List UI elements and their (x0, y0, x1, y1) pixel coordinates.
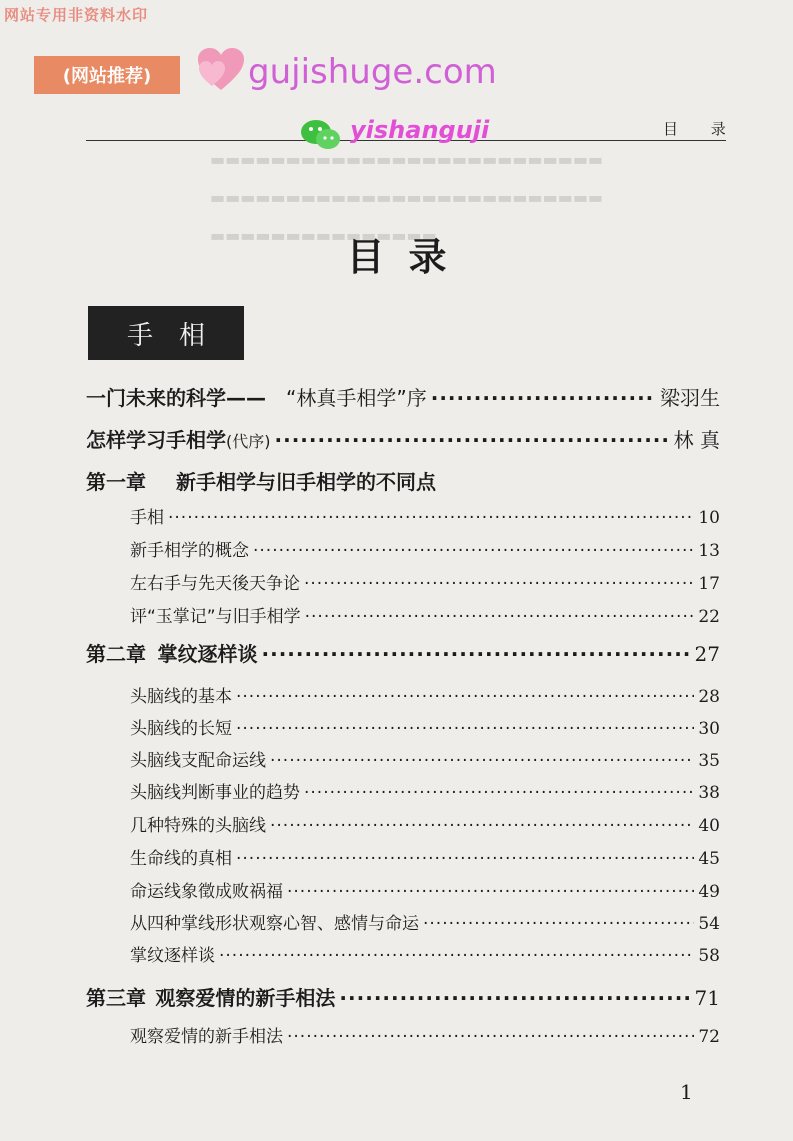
dot-leader (339, 986, 690, 1010)
dot-leader (236, 687, 694, 707)
toc-entry[interactable] (130, 1022, 720, 1047)
dot-leader (275, 428, 670, 452)
dot-leader (304, 783, 694, 803)
dot-leader (270, 816, 694, 836)
bleed-through: ▬▬▬▬▬▬▬▬▬▬▬▬▬▬▬ (210, 226, 437, 245)
wechat-id: yishanguji (350, 116, 490, 144)
toc-entry[interactable] (130, 941, 720, 966)
toc-label: 手相 (130, 508, 164, 528)
toc-label: 左右手与先天後天争论 (130, 574, 300, 594)
dot-leader (423, 914, 694, 934)
toc-entry[interactable] (130, 602, 720, 627)
chapter-number: 第一章 (86, 470, 146, 494)
dot-leader (287, 882, 694, 902)
dot-leader (305, 607, 695, 627)
toc-label: 新手相学的概念 (130, 541, 249, 561)
toc-page: 10 (698, 508, 720, 528)
toc-entry[interactable] (130, 844, 720, 869)
page-title: 目录 (346, 234, 471, 279)
toc-label: 怎样学习手相学 (86, 428, 226, 452)
toc-page: 49 (698, 882, 720, 902)
toc-page: 22 (698, 607, 720, 627)
dot-leader (270, 751, 694, 771)
dot-leader (287, 1027, 694, 1047)
toc-label: 头脑线的长短 (130, 719, 232, 739)
toc-label: 生命线的真相 (130, 849, 232, 869)
toc-label: 一门未来的科学—— (86, 386, 266, 410)
dot-leader (304, 574, 694, 594)
toc-label: 命运线象徵成败祸福 (130, 882, 283, 902)
dot-leader (236, 719, 694, 739)
chapter-title: 观察爱情的新手相法 (155, 986, 336, 1010)
toc-label: 几种特殊的头脑线 (130, 816, 266, 836)
toc-page: 71 (694, 986, 720, 1010)
toc-page: 72 (698, 1027, 720, 1047)
toc-author: 林 真 (673, 428, 720, 452)
toc-page: 58 (698, 946, 720, 966)
wechat-icon (300, 118, 342, 152)
toc-page: 40 (698, 816, 720, 836)
heart-icon (196, 46, 246, 92)
chapter-title: 掌纹逐样谈 (157, 642, 258, 666)
site-url: gujishuge.com (248, 52, 497, 92)
dot-leader (236, 849, 694, 869)
toc-entry[interactable] (130, 909, 720, 934)
page-number: 1 (680, 1080, 693, 1104)
toc-page: 30 (698, 719, 720, 739)
toc-chapter[interactable] (86, 638, 720, 667)
toc-entry[interactable] (86, 382, 720, 411)
toc-page: 27 (694, 642, 720, 666)
toc-entry[interactable] (130, 877, 720, 902)
toc-label: 头脑线支配命运线 (130, 751, 266, 771)
toc-page: 38 (698, 783, 720, 803)
toc-label: 从四种掌线形状观察心智、感情与命运 (130, 914, 419, 934)
section-heading: 手相 (88, 306, 244, 360)
toc-label: 头脑线的基本 (130, 687, 232, 707)
toc-page: 45 (698, 849, 720, 869)
chapter-number: 第二章 (86, 642, 146, 666)
toc-author: 梁羽生 (660, 386, 720, 410)
toc-label: 头脑线判断事业的趋势 (130, 783, 300, 803)
dot-leader (219, 946, 694, 966)
toc-entry[interactable] (86, 424, 720, 453)
toc-entry[interactable] (130, 778, 720, 803)
site-recommend-badge: (网站推荐) (34, 56, 180, 94)
toc-label: 观察爱情的新手相法 (130, 1027, 283, 1047)
toc-entry[interactable] (130, 569, 720, 594)
toc-page: 28 (698, 687, 720, 707)
toc-entry[interactable] (130, 503, 720, 528)
toc-label: 评“玉掌记”与旧手相学 (130, 607, 301, 627)
dot-leader (253, 541, 694, 561)
watermark-text: 网站专用非资料水印 (4, 6, 149, 24)
toc-label: 掌纹逐样谈 (130, 946, 215, 966)
dot-leader (262, 642, 691, 666)
chapter-title: 新手相学与旧手相学的不同点 (176, 470, 436, 494)
running-header: 目 录 (663, 120, 740, 138)
toc-entry[interactable] (130, 714, 720, 739)
chapter-number: 第三章 (86, 986, 146, 1010)
bleed-through: ▬▬▬▬▬▬▬▬▬▬▬▬▬▬▬▬▬▬▬▬▬▬▬▬▬▬ (210, 150, 604, 169)
toc-entry[interactable] (130, 811, 720, 836)
toc-entry[interactable] (130, 746, 720, 771)
toc-page: 17 (698, 574, 720, 594)
toc-page: 13 (698, 541, 720, 561)
dot-leader (431, 386, 656, 410)
toc-entry[interactable] (130, 536, 720, 561)
toc-entry[interactable] (130, 682, 720, 707)
toc-page: 54 (698, 914, 720, 934)
bleed-through: ▬▬▬▬▬▬▬▬▬▬▬▬▬▬▬▬▬▬▬▬▬▬▬▬▬▬ (210, 188, 604, 207)
toc-chapter[interactable] (86, 982, 720, 1011)
toc-label-sub: (代序) (226, 432, 271, 451)
toc-label-sub: “林真手相学”序 (286, 386, 427, 410)
dot-leader (168, 508, 694, 528)
toc-chapter[interactable] (86, 466, 720, 495)
toc-page: 35 (698, 751, 720, 771)
